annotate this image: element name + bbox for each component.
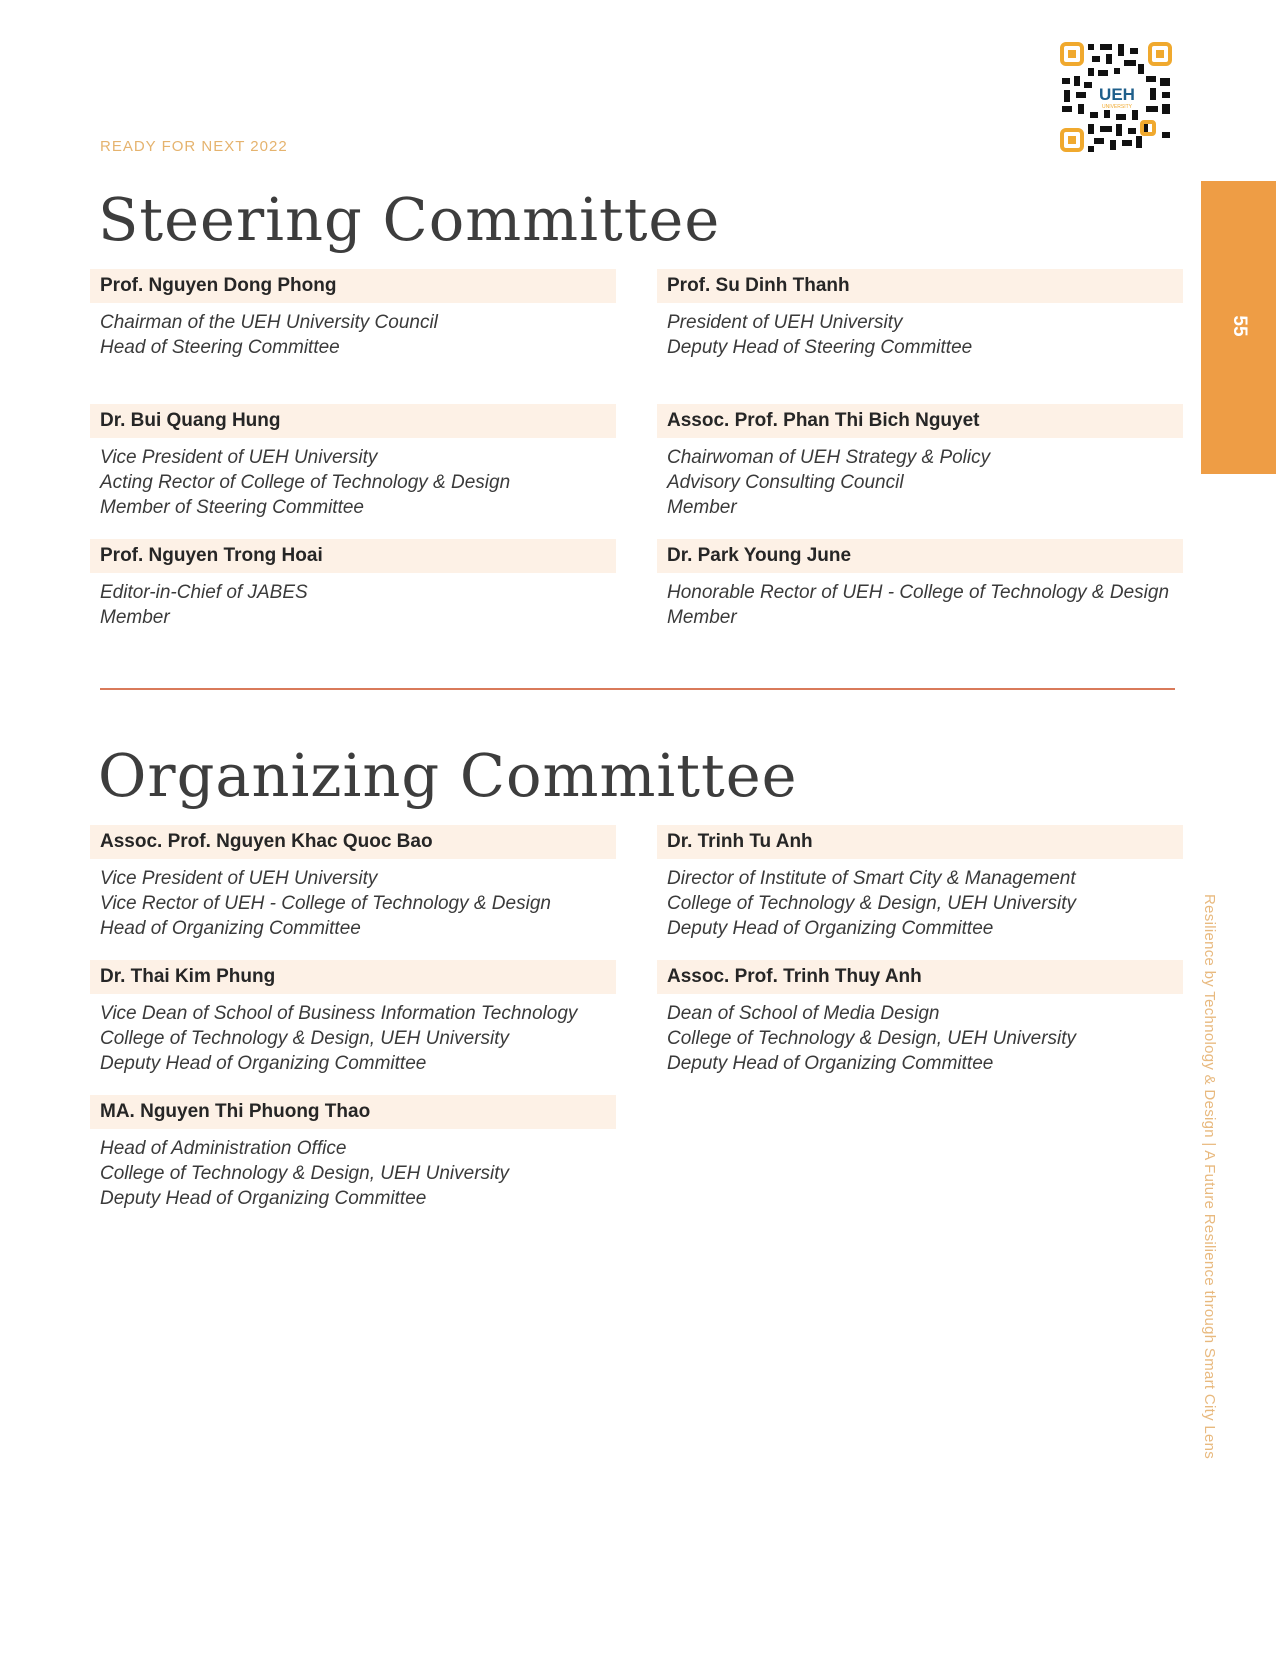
member-name: MA. Nguyen Thi Phuong Thao [90,1095,616,1129]
member-name: Dr. Bui Quang Hung [90,404,616,438]
member-roles [90,1136,616,1211]
role-line: Member [100,607,170,628]
role-line: College of Technology & Design, UEH University [667,893,1077,914]
role-line: Head of Steering Committee [100,337,340,358]
qr-code-icon [1058,40,1174,154]
side-caption-text: Resilience by Technology & Design | A Future Resilience through Smart City Lens [1201,894,1218,1460]
role-line: Deputy Head of Organizing Committee [100,1053,427,1074]
member-card [657,269,1183,360]
member-card [90,825,616,941]
role-line: Vice President of UEH University [100,868,378,889]
role-line: Deputy Head of Organizing Committee [100,1188,427,1209]
page-tab [1201,181,1276,474]
member-roles [657,866,1183,941]
role-line: College of Technology & Design, UEH University [100,1028,510,1049]
role-line: Advisory Consulting Council [667,472,904,493]
member-card [90,1095,616,1211]
member-roles [90,1001,616,1076]
member-roles [90,445,616,520]
role-line: Chairman of the UEH University Council [100,312,438,333]
member-roles [657,1001,1183,1076]
section-divider [100,688,1175,690]
organizing-title: Organizing Committee [98,741,798,810]
member-name: Dr. Trinh Tu Anh [657,825,1183,859]
role-line: Head of Organizing Committee [100,918,361,939]
member-card [657,960,1183,1076]
member-card [90,960,616,1076]
member-name: Assoc. Prof. Trinh Thuy Anh [657,960,1183,994]
role-line: Member [667,607,737,628]
member-name: Prof. Su Dinh Thanh [657,269,1183,303]
member-roles [657,580,1183,630]
role-line: Editor-in-Chief of JABES [100,582,308,603]
role-line: Vice President of UEH University [100,447,378,468]
member-roles [90,866,616,941]
role-line: College of Technology & Design, UEH University [667,1028,1077,1049]
role-line: Dean of School of Media Design [667,1003,940,1024]
role-line: President of UEH University [667,312,903,333]
role-line: Vice Dean of School of Business Information Technology [100,1003,578,1024]
member-roles [657,445,1183,520]
member-name: Dr. Thai Kim Phung [90,960,616,994]
role-line: Deputy Head of Steering Committee [667,337,973,358]
page-number: 55 [1228,315,1250,337]
member-roles [90,310,616,360]
qr-logo-sub: UNIVERSITY [1101,104,1133,110]
qr-code-image [1058,40,1174,154]
role-line: Vice Rector of UEH - College of Technology & Design [100,893,551,914]
member-name: Prof. Nguyen Dong Phong [90,269,616,303]
side-caption [1198,894,1218,1554]
member-card [90,269,616,360]
role-line: Head of Administration Office [100,1138,347,1159]
member-roles [657,310,1183,360]
member-name: Prof. Nguyen Trong Hoai [90,539,616,573]
member-card [90,539,616,630]
role-line: Acting Rector of College of Technology & Design [100,472,511,493]
member-card [657,539,1183,630]
role-line: Deputy Head of Organizing Committee [667,918,994,939]
qr-logo-text: UEH [1099,85,1135,104]
role-line: Director of Institute of Smart City & Management [667,868,1076,889]
role-line: Honorable Rector of UEH - College of Technology & Design [667,582,1170,603]
member-card [657,404,1183,520]
member-card [657,825,1183,941]
role-line: Member [667,497,737,518]
header-kicker: READY FOR NEXT 2022 [100,138,288,155]
role-line: Chairwoman of UEH Strategy & Policy [667,447,991,468]
role-line: Member of Steering Committee [100,497,364,518]
steering-title: Steering Committee [98,185,721,254]
member-name: Assoc. Prof. Phan Thi Bich Nguyet [657,404,1183,438]
member-roles [90,580,616,630]
member-name: Dr. Park Young June [657,539,1183,573]
member-name: Assoc. Prof. Nguyen Khac Quoc Bao [90,825,616,859]
role-line: College of Technology & Design, UEH University [100,1163,510,1184]
member-card [90,404,616,520]
role-line: Deputy Head of Organizing Committee [667,1053,994,1074]
